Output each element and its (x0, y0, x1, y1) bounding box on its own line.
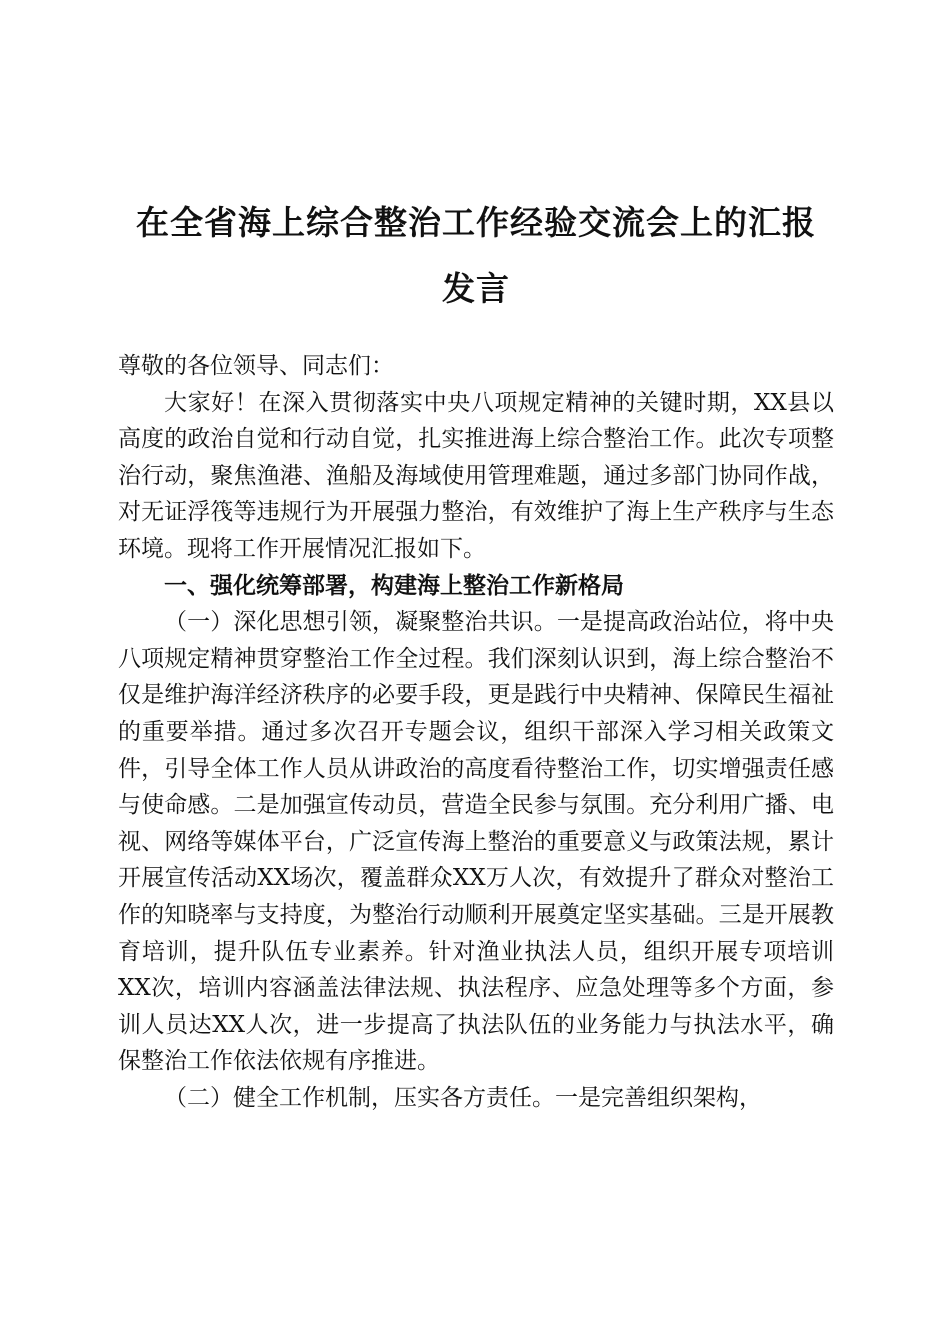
section-1-heading: 一、强化统筹部署，构建海上整治工作新格局 (164, 572, 624, 599)
section-1-paragraph-1: （一）深化思想引领，凝聚整治共识。一是提高政治站位，将中央八项规定精神贯穿整治工作全过程。我们深刻认识到，海上综合整治不仅是维护海洋经济秩序的必要手段，更是践行中央精神、保障民生福祉的重要举措。通过多次召开专题会议，组织干部深入学习相关政策文件，引导全体工作人员从讲政治的高度看待整治工作，切实增强责任感与使命感。二是加强宣传动员，营造全民参与氛围。充分利用广播、电视、网络等媒体平台，广泛宣传海上整治的重要意义与政策法规，累计开展宣传活动XX场次，覆盖群众XX万人次，有效提升了群众对整治工作的知晓率与支持度，为整治行动顺利开展奠定坚实基础。三是开展教育培训，提升队伍专业素养。针对渔业执法人员，组织开展专项培训XX次，培训内容涵盖法律法规、执法程序、应急处理等多个方面，参训人员达XX人次，进一步提高了执法队伍的业务能力与执法水平，确保整治工作依法依规有序推进。 (118, 609, 834, 1075)
document-body (118, 348, 834, 1116)
document-title (118, 190, 834, 322)
salutation: 尊敬的各位领导、同志们： (118, 353, 394, 379)
document-page (118, 190, 834, 1116)
section-1-paragraph-2: （二）健全工作机制，压实各方责任。一是完善组织架构， (164, 1084, 762, 1111)
title-line-1: 在全省海上综合整治工作经验交流会上的汇报 (136, 203, 816, 242)
intro-paragraph: 大家好！在深入贯彻落实中央八项规定精神的关键时期，XX县以高度的政治自觉和行动自觉，扎实推进海上综合整治工作。此次专项整治行动，聚焦渔港、渔船及海域使用管理难题，通过多部门协同作战，对无证浮筏等违规行为开展强力整治，有效维护了海上生产秩序与生态环境。现将工作开展情况汇报如下。 (118, 389, 834, 562)
title-line-2: 发言 (442, 269, 510, 308)
